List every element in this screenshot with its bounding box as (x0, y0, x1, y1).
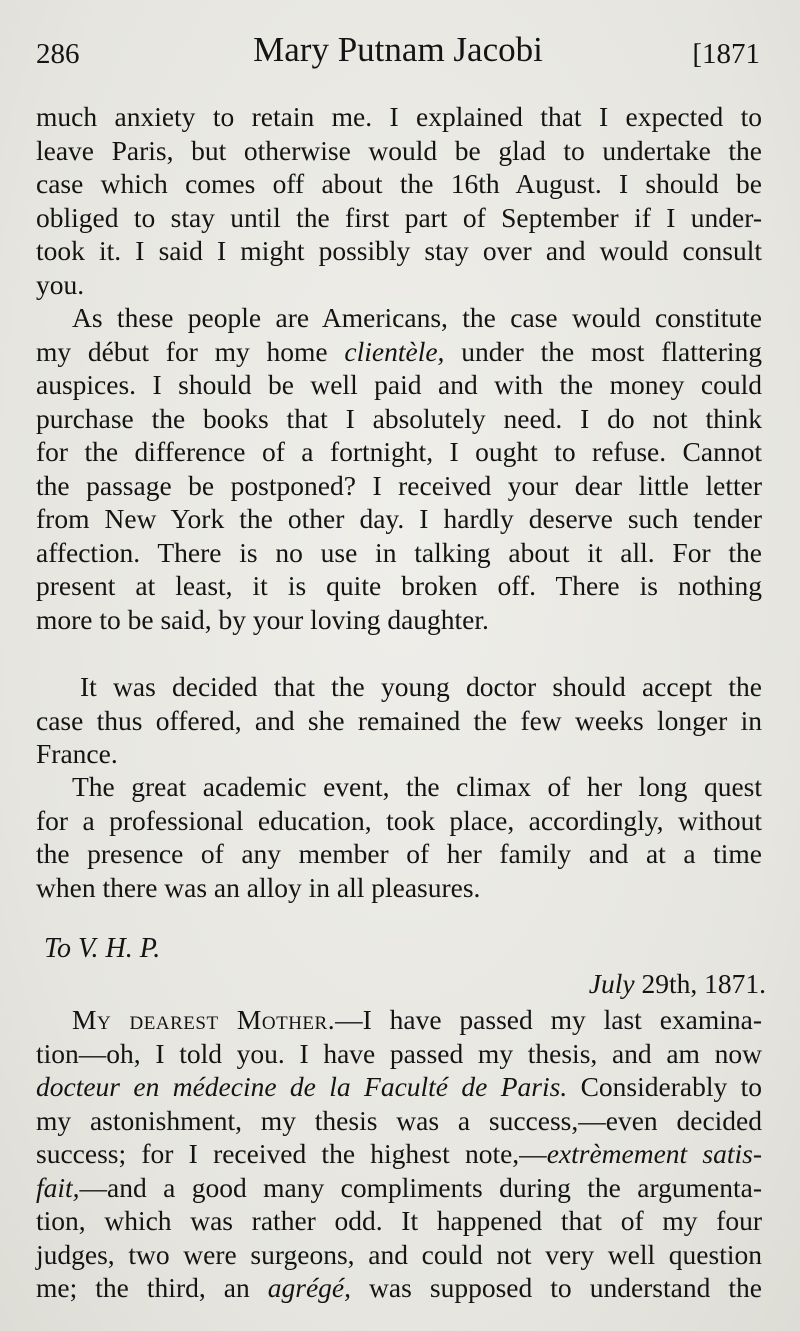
running-header (36, 30, 760, 78)
text-line (36, 1003, 762, 1037)
text-line: for a professional education, took place, accordingly, without (36, 804, 762, 836)
text-span: was supposed to understand the (351, 1272, 762, 1303)
text-line (36, 1070, 762, 1104)
text-line: tion, which was rather odd. It happened that of my four (36, 1205, 762, 1236)
text-span: —and a good many compliments during the argumenta- (79, 1171, 762, 1203)
text-span: under the most flattering (444, 335, 762, 367)
text-line: The great academic event, the climax of her long quest (72, 771, 762, 802)
text-line: purchase the books that I absolutely need. I do not think (36, 402, 762, 434)
text-line (36, 335, 762, 369)
text-line: France. (36, 738, 118, 769)
paragraph-decision (36, 670, 762, 771)
text-span: —I have passed my last examina- (335, 1004, 762, 1035)
date-month: July (588, 968, 635, 999)
text-span: my début for my home (36, 335, 345, 367)
text-line: present at least, it is quite broken off. There is nothing (36, 570, 762, 601)
letter-date (589, 968, 766, 1000)
text-span: me; the third, an (36, 1272, 268, 1303)
text-line: much anxiety to retain me. I explained that I expected to (36, 101, 762, 132)
date-rest: 29th, 1871. (634, 968, 766, 999)
text-line: my astonishment, my thesis was a success,—even decided (36, 1104, 762, 1136)
text-span: success; for I received the highest note,— (36, 1138, 547, 1169)
italic-degree: docteur en médecine de la Faculté de Paris. (36, 1071, 568, 1102)
text-line (36, 1137, 762, 1171)
text-line: for the difference of a fortnight, I ought to refuse. Cannot (36, 436, 762, 467)
text-span: Considerably to (567, 1071, 762, 1102)
text-line: the presence of any member of her family and at a time (36, 838, 762, 869)
italic-term: fait, (36, 1171, 80, 1203)
header-year: [1871 (692, 38, 760, 70)
text-line: case which comes off about the 16th August. I should be (36, 168, 762, 199)
text-line: from New York the other day. I hardly deserve such tender (36, 503, 762, 534)
text-line: auspices. I should be well paid and with the money could (36, 369, 762, 400)
salutation: My dearest Mother. (72, 1004, 336, 1035)
text-line: the passage be postponed? I received your dear little letter (36, 469, 762, 501)
text-line: leave Paris, but otherwise would be glad to undertake the (36, 134, 762, 166)
text-line: As these people are Americans, the case would constitute (72, 302, 762, 333)
italic-term: agrégé, (267, 1272, 352, 1303)
text-line: affection. There is no use in talking about it all. For the (36, 536, 762, 568)
text-line: you. (36, 268, 85, 300)
text-line: took it. I said I might possibly stay over and would consult (36, 235, 762, 266)
paragraph-academic-event (36, 770, 762, 904)
text-line: case thus offered, and she remained the few weeks longer in (36, 704, 762, 736)
letter-body (36, 1003, 762, 1305)
text-line (36, 1271, 762, 1305)
text-line (36, 1171, 762, 1205)
text-line: It was decided that the young doctor should accept the (80, 671, 762, 702)
text-line: judges, two were surgeons, and could not very well question (36, 1238, 762, 1270)
text-line: obliged to stay until the first part of September if I under- (36, 201, 762, 233)
text-line: when there was an alloy in all pleasures. (36, 871, 481, 903)
letter-addressee: To V. H. P. (44, 933, 161, 964)
text-line: tion—oh, I told you. I have passed my thesis, and am now (36, 1037, 762, 1069)
paragraph-continued-letter (36, 100, 762, 301)
text-line: more to be said, by your loving daughter. (36, 603, 489, 635)
paragraph-americans (36, 301, 762, 636)
page-number: 286 (36, 38, 80, 70)
italic-term: extrèmement satis- (546, 1138, 763, 1169)
running-title: Mary Putnam Jacobi (253, 30, 543, 69)
italic-term: clientèle, (344, 335, 445, 367)
